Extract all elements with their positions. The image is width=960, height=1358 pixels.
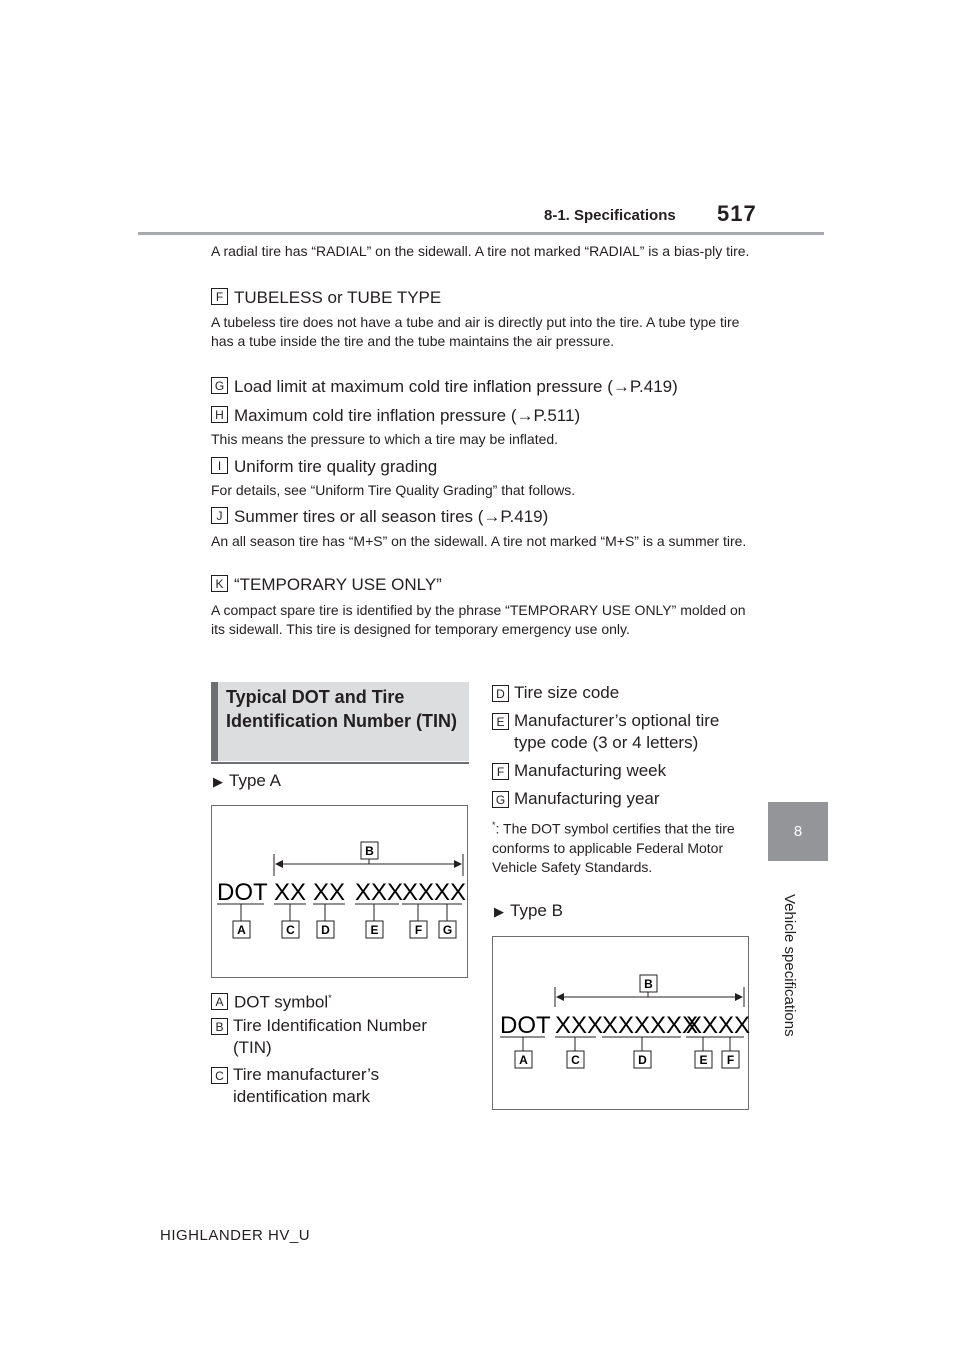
legend-item-g: [492, 788, 742, 810]
letter-badge: J: [211, 507, 228, 524]
legend-text: Manufacturer’s optional tire type code (3 or 4 letters): [514, 711, 720, 752]
label-a: A: [237, 923, 246, 937]
label-b: B: [644, 977, 653, 991]
letter-badge: H: [211, 406, 228, 423]
item-description: An all season tire has “M+S” on the sidewall. A tire not marked “M+S” is a summer tire.: [211, 533, 747, 549]
legend-item-b: [211, 1015, 461, 1059]
tin-group-2: XX: [313, 879, 346, 906]
letter-badge: C: [211, 1067, 228, 1084]
tin-group-3: XXXX: [686, 1012, 750, 1039]
label-e: E: [699, 1053, 708, 1067]
dot-text: DOT: [217, 879, 268, 906]
label-c: C: [571, 1053, 580, 1067]
item-description: A tubeless tire does not have a tube and air is directly put into the tire. A tube type tire has a tube inside the tire and the tube maintains the air pressure.: [211, 314, 740, 349]
item-I: [211, 456, 437, 478]
dot-footnote: [492, 816, 747, 877]
item-J: [211, 506, 548, 528]
item-H: [211, 405, 580, 427]
letter-badge: B: [211, 1018, 228, 1035]
dot-text: DOT: [500, 1012, 551, 1039]
legend-text: Manufacturing year: [514, 789, 660, 808]
type-a-label: [213, 770, 281, 793]
letter-badge: K: [211, 575, 228, 592]
item-description: For details, see “Uniform Tire Quality Grading” that follows.: [211, 482, 576, 498]
label-d: D: [638, 1053, 647, 1067]
type-b-label: [494, 900, 563, 923]
legend-item-f: [492, 760, 742, 782]
footnote-marker: *: [328, 993, 332, 1003]
item-title[interactable]: Load limit at maximum cold tire inflation pressure (→P.419): [234, 377, 678, 396]
tin-diagram-b-svg: [493, 937, 750, 1111]
label-f: F: [414, 923, 423, 937]
legend-text: Tire size code: [514, 683, 620, 702]
tin-diagram-type-a: [211, 805, 468, 978]
item-K: [211, 574, 442, 596]
legend-text: Manufacturing week: [514, 761, 667, 780]
legend-text: Tire Identification Number (TIN): [233, 1016, 428, 1057]
item-G: [211, 376, 678, 398]
legend-item-d: [492, 682, 742, 704]
type-b-text: Type B: [510, 901, 563, 920]
tin-diagram-a-svg: [212, 806, 469, 979]
header-divider: [138, 232, 824, 235]
tin-diagram-type-b: [492, 936, 749, 1110]
tin-group-4: XXXX: [402, 879, 467, 906]
tin-group-1: XX: [274, 879, 307, 906]
item-description: A compact spare tire is identified by the phrase “TEMPORARY USE ONLY” molded on its sidewall. This tire is designed for temporary emergency use only.: [211, 602, 746, 637]
heading-divider: [211, 762, 469, 764]
triangle-bullet-icon: ▶: [494, 904, 504, 919]
letter-badge: F: [492, 763, 509, 780]
label-f: F: [726, 1053, 735, 1067]
item-description: This means the pressure to which a tire may be inflated.: [211, 431, 559, 447]
footnote-text: : The DOT symbol certifies that the tire conforms to applicable Federal Motor Vehicle Safety Standards.: [492, 820, 735, 875]
letter-badge: A: [211, 993, 228, 1010]
label-e: E: [370, 923, 379, 937]
chapter-tab[interactable]: 8: [768, 802, 828, 861]
label-d: D: [321, 923, 330, 937]
tin-group-1: XXX: [555, 1012, 604, 1039]
letter-badge: I: [211, 457, 228, 474]
letter-badge: G: [492, 791, 509, 808]
dot-section-heading: Typical DOT and Tire Identification Number (TIN): [211, 682, 469, 761]
item-title[interactable]: Maximum cold tire inflation pressure (→P.511): [234, 406, 581, 425]
chapter-label: Vehicle specifications: [781, 894, 798, 1037]
legend-text: Tire manufacturer’s identification mark: [233, 1065, 380, 1106]
triangle-bullet-icon: ▶: [213, 774, 223, 789]
page-number: 517: [717, 201, 757, 226]
item-title: TUBELESS or TUBE TYPE: [234, 288, 442, 307]
letter-badge: D: [492, 685, 509, 702]
label-c: C: [286, 923, 295, 937]
item-title: Uniform tire quality grading: [234, 457, 438, 476]
letter-badge: G: [211, 377, 228, 394]
footer-model: HIGHLANDER HV_U: [160, 1227, 311, 1244]
radial-note: A radial tire has “RADIAL” on the sidewall. A tire not marked “RADIAL” is a bias-ply tire.: [211, 243, 750, 259]
item-F: [211, 287, 441, 309]
legend-text: DOT symbol: [234, 992, 329, 1012]
tin-group-3: XXX: [355, 879, 404, 906]
legend-item-a: [211, 987, 332, 1014]
tin-group-2: XXXXXX: [602, 1012, 699, 1039]
letter-badge: E: [492, 713, 509, 730]
type-a-text: Type A: [229, 771, 281, 790]
item-title: “TEMPORARY USE ONLY”: [234, 575, 442, 594]
label-g: G: [442, 923, 453, 937]
section-title: 8-1. Specifications: [544, 207, 676, 224]
letter-badge: F: [211, 288, 228, 305]
legend-item-c: [211, 1064, 461, 1108]
item-title[interactable]: Summer tires or all season tires (→P.419): [234, 507, 549, 526]
footnote-marker: *: [492, 820, 496, 830]
label-a: A: [519, 1053, 528, 1067]
label-b: B: [365, 844, 374, 858]
legend-item-e: [492, 710, 742, 754]
